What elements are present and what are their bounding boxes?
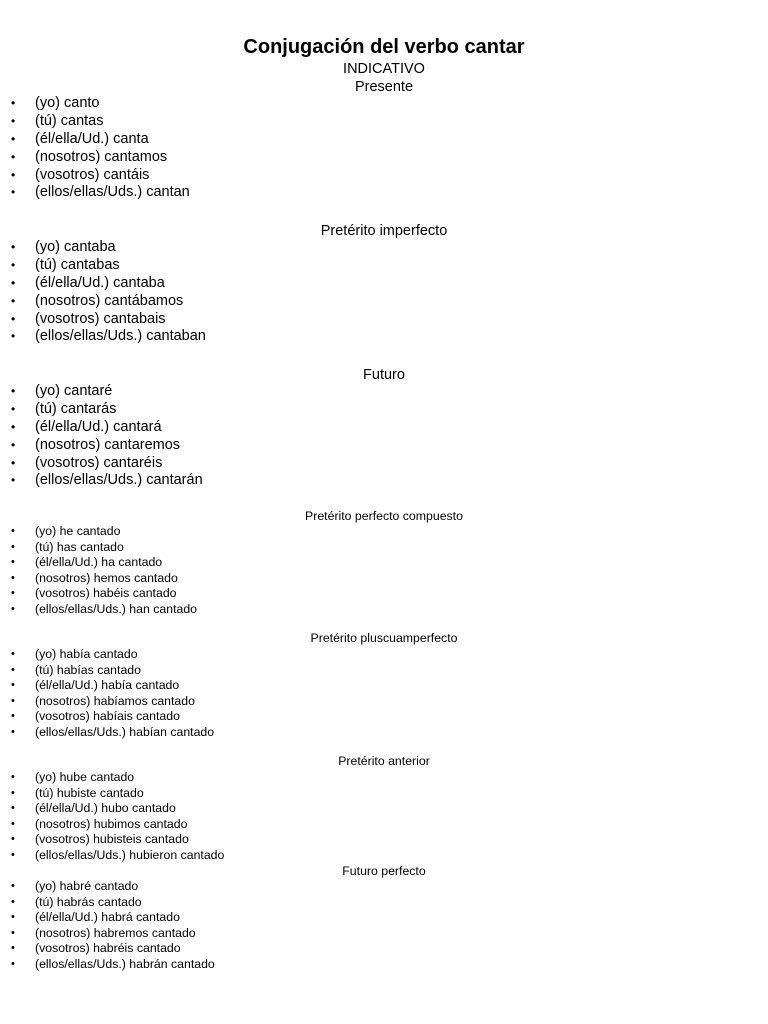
conjugation-form: (ellos/ellas/Uds.) cantarán — [35, 472, 203, 489]
conjugation-form: (ellos/ellas/Uds.) hubieron cantado — [35, 847, 225, 862]
list-item — [0, 184, 768, 202]
conjugation-form: (vosotros) hubisteis cantado — [35, 832, 189, 847]
bullet-icon: • — [11, 880, 15, 892]
conjugation-list-preterito-anterior — [0, 770, 768, 864]
list-item — [0, 678, 768, 694]
conjugation-form: (tú) has cantado — [35, 539, 124, 554]
bullet-icon: • — [11, 694, 15, 707]
conjugation-form: (tú) cantarás — [35, 400, 117, 417]
list-item — [0, 770, 768, 786]
conjugation-form: (tú) habías cantado — [35, 662, 141, 677]
bullet-icon: • — [11, 833, 15, 846]
conjugation-form: (ellos/ellas/Uds.) han cantado — [35, 601, 197, 616]
list-item — [0, 275, 768, 293]
list-item — [0, 910, 768, 926]
tense-heading-futuro: Futuro — [363, 367, 405, 383]
tense-heading-futuro-perfecto: Futuro perfecto — [342, 864, 426, 878]
list-item — [0, 437, 768, 455]
conjugation-form: (tú) cantas — [35, 112, 104, 129]
conjugation-form: (él/ella/Ud.) habrá cantado — [35, 910, 180, 925]
conjugation-form: (vosotros) habéis cantado — [35, 586, 177, 601]
list-item — [0, 647, 768, 663]
bullet-icon: • — [11, 540, 15, 553]
conjugation-list-preterito-perfecto-compuesto — [0, 524, 768, 618]
bullet-icon: • — [11, 571, 15, 584]
conjugation-form: (vosotros) cantabais — [35, 310, 166, 327]
conjugation-form: (él/ella/Ud.) cantará — [35, 418, 162, 435]
list-item — [0, 801, 768, 817]
bullet-icon: • — [11, 525, 15, 537]
conjugation-list-presente — [0, 95, 768, 202]
list-item — [0, 895, 768, 911]
bullet-icon: • — [11, 311, 16, 326]
list-item — [0, 540, 768, 556]
conjugation-form: (tú) cantabas — [35, 256, 120, 273]
list-item — [0, 419, 768, 437]
conjugation-form: (yo) cantaba — [35, 239, 116, 255]
list-item — [0, 602, 768, 618]
bullet-icon: • — [11, 167, 16, 182]
bullet-icon: • — [11, 786, 15, 799]
bullet-icon: • — [11, 710, 15, 723]
conjugation-form: (tú) habrás cantado — [35, 894, 142, 909]
bullet-icon: • — [11, 895, 15, 908]
conjugation-list-futuro-perfecto — [0, 879, 768, 973]
list-item — [0, 524, 768, 540]
bullet-icon: • — [11, 96, 16, 110]
list-item — [0, 239, 768, 257]
list-item — [0, 257, 768, 275]
list-item — [0, 957, 768, 973]
bullet-icon: • — [11, 329, 16, 344]
bullet-icon: • — [11, 240, 16, 254]
conjugation-list-preterito-imperfecto — [0, 239, 768, 346]
bullet-icon: • — [11, 957, 15, 970]
bullet-icon: • — [11, 602, 15, 615]
conjugation-list-preterito-pluscuamperfecto — [0, 647, 768, 741]
bullet-icon: • — [11, 817, 15, 830]
list-item — [0, 694, 768, 710]
bullet-icon: • — [11, 648, 15, 660]
conjugation-form: (él/ella/Ud.) ha cantado — [35, 555, 163, 570]
conjugation-form: (él/ella/Ud.) había cantado — [35, 678, 180, 693]
list-item — [0, 817, 768, 833]
conjugation-form: (yo) canto — [35, 95, 100, 111]
list-item — [0, 941, 768, 957]
conjugation-form: (nosotros) cantaremos — [35, 436, 181, 453]
bullet-icon: • — [11, 185, 16, 200]
conjugation-form: (él/ella/Ud.) cantaba — [35, 274, 165, 291]
list-item — [0, 455, 768, 473]
bullet-icon: • — [11, 802, 15, 815]
bullet-icon: • — [11, 275, 16, 290]
conjugation-form: (él/ella/Ud.) canta — [35, 130, 149, 147]
list-item — [0, 832, 768, 848]
conjugation-form: (yo) habré cantado — [35, 879, 139, 893]
conjugation-list-futuro — [0, 383, 768, 490]
bullet-icon: • — [11, 401, 16, 416]
mood-heading: INDICATIVO — [343, 61, 425, 77]
list-item — [0, 383, 768, 401]
bullet-icon: • — [11, 473, 16, 488]
conjugation-form: (nosotros) hubimos cantado — [35, 816, 188, 831]
bullet-icon: • — [11, 419, 16, 434]
conjugation-form: (yo) hube cantado — [35, 770, 135, 784]
conjugation-form: (tú) hubiste cantado — [35, 785, 144, 800]
list-item — [0, 555, 768, 571]
bullet-icon: • — [11, 113, 16, 128]
conjugation-form: (vosotros) cantaréis — [35, 454, 163, 471]
bullet-icon: • — [11, 926, 15, 939]
bullet-icon: • — [11, 455, 16, 470]
list-item — [0, 95, 768, 113]
list-item — [0, 328, 768, 346]
bullet-icon: • — [11, 131, 16, 146]
conjugation-form: (yo) he cantado — [35, 524, 121, 538]
list-item — [0, 401, 768, 419]
list-item — [0, 167, 768, 185]
conjugation-form: (nosotros) habíamos cantado — [35, 693, 195, 708]
tense-heading-preterito-pluscuamperfecto: Pretérito pluscuamperfecto — [310, 631, 458, 645]
conjugation-form: (yo) cantaré — [35, 383, 113, 399]
tense-heading-preterito-perfecto-compuesto: Pretérito perfecto compuesto — [305, 509, 463, 523]
list-item — [0, 571, 768, 587]
conjugation-form: (ellos/ellas/Uds.) cantaban — [35, 328, 206, 345]
bullet-icon: • — [11, 556, 15, 569]
tense-heading-preterito-anterior: Pretérito anterior — [338, 754, 430, 768]
conjugation-form: (vosotros) habréis cantado — [35, 941, 181, 956]
list-item — [0, 786, 768, 802]
conjugation-form: (ellos/ellas/Uds.) habrán cantado — [35, 956, 215, 971]
conjugation-form: (ellos/ellas/Uds.) habían cantado — [35, 724, 215, 739]
list-item — [0, 663, 768, 679]
bullet-icon: • — [11, 911, 15, 924]
bullet-icon: • — [11, 771, 15, 783]
list-item — [0, 709, 768, 725]
list-item — [0, 472, 768, 490]
list-item — [0, 926, 768, 942]
bullet-icon: • — [11, 384, 16, 398]
bullet-icon: • — [11, 942, 15, 955]
list-item — [0, 149, 768, 167]
list-item — [0, 113, 768, 131]
tense-heading-presente: Presente — [354, 79, 414, 95]
conjugation-form: (ellos/ellas/Uds.) cantan — [35, 184, 190, 201]
list-item — [0, 311, 768, 329]
list-item — [0, 131, 768, 149]
bullet-icon: • — [11, 257, 16, 272]
bullet-icon: • — [11, 848, 15, 861]
bullet-icon: • — [11, 725, 15, 738]
conjugation-form: (vosotros) habíais cantado — [35, 709, 180, 724]
conjugation-form: (nosotros) cantamos — [35, 148, 168, 165]
list-item — [0, 293, 768, 311]
document-title: Conjugación del verbo cantar — [243, 36, 525, 58]
tense-heading-preterito-imperfecto: Pretérito imperfecto — [320, 223, 448, 239]
bullet-icon: • — [11, 149, 16, 164]
conjugation-form: (yo) había cantado — [35, 647, 138, 661]
conjugation-form: (nosotros) hemos cantado — [35, 570, 178, 585]
bullet-icon: • — [11, 437, 16, 452]
conjugation-form: (vosotros) cantáis — [35, 166, 150, 183]
conjugation-form: (él/ella/Ud.) hubo cantado — [35, 801, 176, 816]
bullet-icon: • — [11, 663, 15, 676]
bullet-icon: • — [11, 587, 15, 600]
bullet-icon: • — [11, 679, 15, 692]
conjugation-form: (nosotros) cantábamos — [35, 292, 184, 309]
conjugation-form: (nosotros) habremos cantado — [35, 925, 196, 940]
list-item — [0, 879, 768, 895]
bullet-icon: • — [11, 293, 16, 308]
list-item — [0, 848, 768, 864]
list-item — [0, 725, 768, 741]
list-item — [0, 586, 768, 602]
